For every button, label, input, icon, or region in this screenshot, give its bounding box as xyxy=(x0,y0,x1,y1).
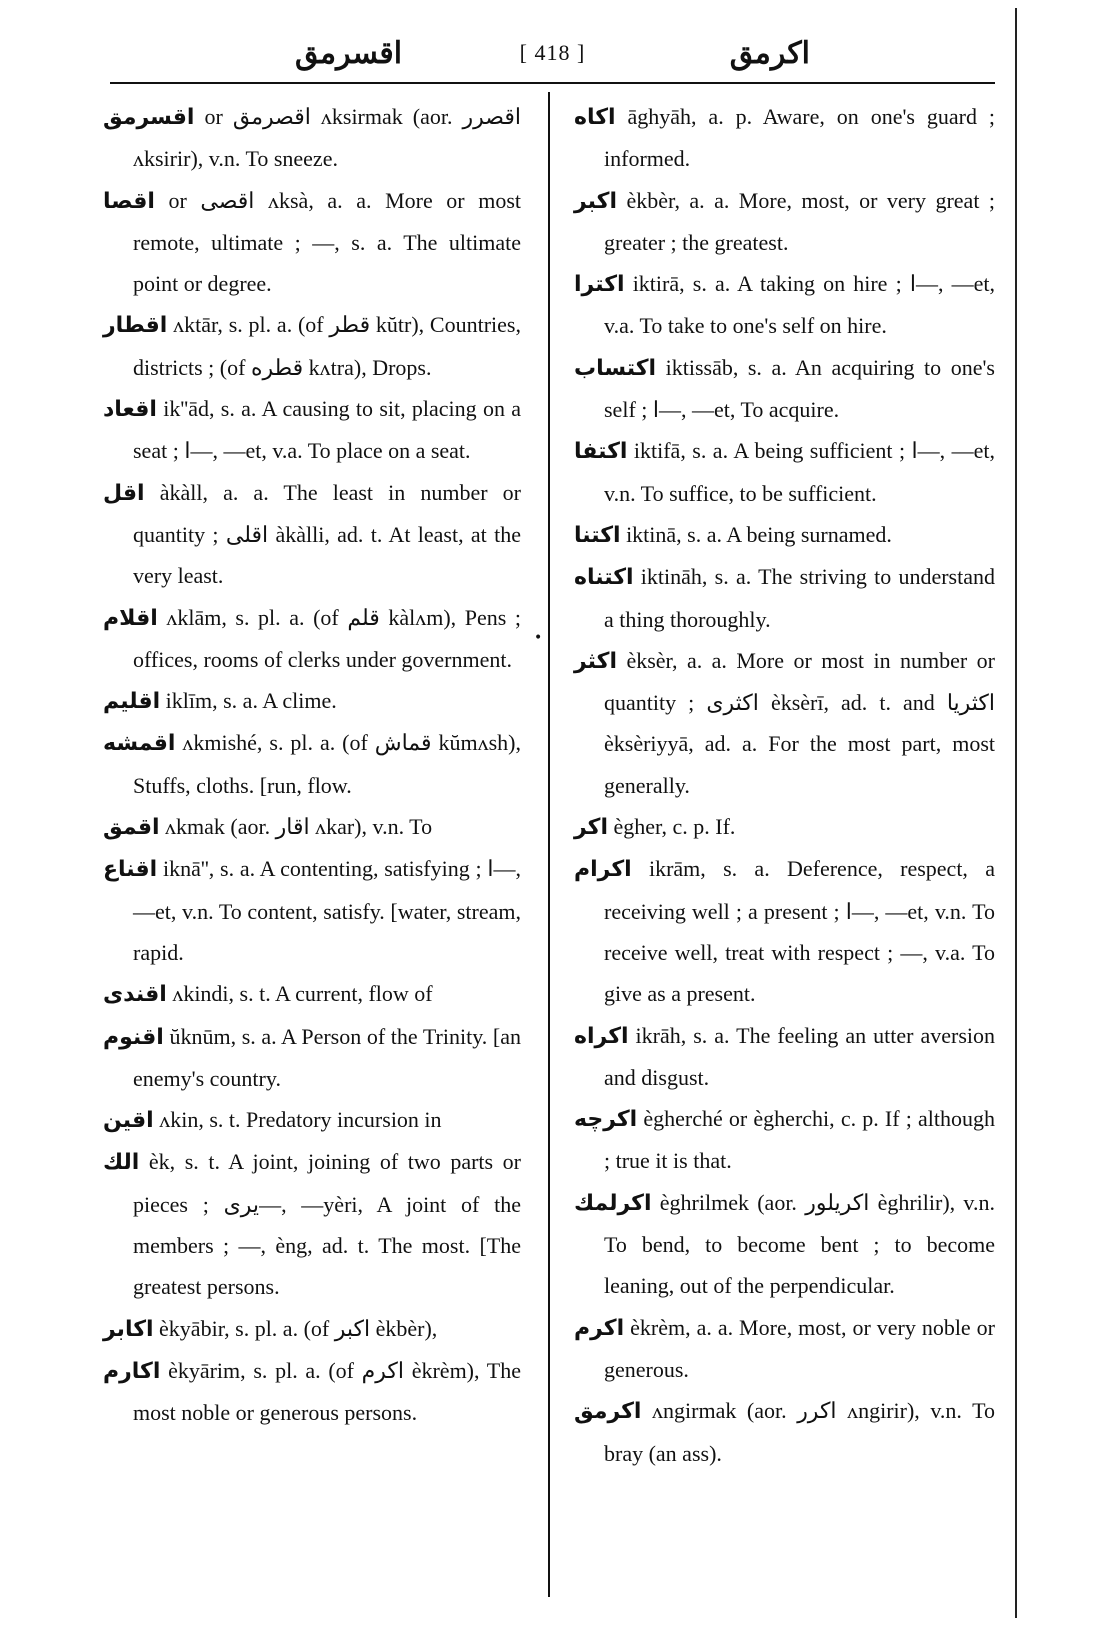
entry-definition: ʌktār, s. pl. a. (of قطر kŭtr), Countries, districts ; (of قطره kʌtra), Drops. xyxy=(133,312,521,380)
entry-headword: اكاه xyxy=(574,105,616,130)
entry-definition: èkrèm, a. a. More, most, or very noble or generous. xyxy=(604,1314,995,1382)
entry-definition: ègherché or ègherchi, c. p. If ; although ; true it is that. xyxy=(604,1106,995,1174)
entry-definition: ʌngirmak (aor. اكرر ʌngirir), v.n. To bray (an ass). xyxy=(604,1398,995,1466)
entry-definition: ʌklām, s. pl. a. (of قلم kàlʌm), Pens ; offices, rooms of clerks under government. xyxy=(133,604,521,672)
dictionary-entry xyxy=(574,1307,995,1391)
dictionary-entry xyxy=(103,1099,521,1141)
dictionary-entry xyxy=(103,1350,521,1434)
entry-definition: ʌkmishé, s. pl. a. (of قماش kŭmʌsh), Stuffs, cloths. [run, flow. xyxy=(133,730,521,798)
entry-headword: اكرام xyxy=(574,857,632,883)
dictionary-entry xyxy=(574,96,995,180)
entry-definition: èkyārim, s. pl. a. (of اكرم èkrèm), The most noble or generous persons. xyxy=(133,1357,521,1426)
left-running-head: اقسرمق xyxy=(295,36,403,71)
entry-headword: اكتنا xyxy=(574,522,621,548)
entry-headword: اقمشه xyxy=(103,731,176,757)
dictionary-entry xyxy=(574,556,995,640)
dictionary-entry xyxy=(103,848,521,973)
entry-definition: iktināh, s. a. The striving to understand a thing thoroughly. xyxy=(604,564,995,632)
right-running-head: اكرمق xyxy=(729,36,810,71)
dictionary-entry xyxy=(574,1390,995,1474)
page-edge-rule xyxy=(1015,8,1017,1618)
entry-headword: اكرم xyxy=(574,1315,625,1341)
entry-definition: iktirā, s. a. A taking on hire ; ا—, —et, v.a. To take to one's self on hire. xyxy=(604,271,995,339)
entry-headword: اكارم xyxy=(103,1358,161,1384)
entry-headword: اكبر xyxy=(574,188,618,214)
dictionary-entry xyxy=(103,1016,521,1100)
dictionary-entry xyxy=(103,722,521,806)
entry-definition: or اقصرمق ʌksirmak (aor. اقصرر ʌksirir), v.n. To sneeze. xyxy=(133,104,521,172)
dictionary-entry xyxy=(574,640,995,806)
entry-definition: iktissāb, s. a. An acquiring to one's self ; ا—, —et, To acquire. xyxy=(604,354,995,423)
entry-headword: اكر xyxy=(574,815,609,841)
entry-headword: اكراه xyxy=(574,1023,629,1049)
entry-headword: اقين xyxy=(103,1108,154,1134)
dictionary-entry xyxy=(574,514,995,556)
dictionary-entry xyxy=(574,1182,995,1307)
entry-headword: اكرلمك xyxy=(574,1190,652,1216)
entry-headword: اكترا xyxy=(574,272,625,298)
entry-headword: اقصا xyxy=(103,188,155,214)
entry-definition: ikrām, s. a. Deference, respect, a receiving well ; a present ; ا—, —et, v.n. To receive well, treat with respect ; —, v.a. To give as a present. xyxy=(604,856,996,1007)
entry-definition: ègher, c. p. If. xyxy=(608,814,736,840)
dictionary-entry xyxy=(574,806,995,848)
entry-headword: اقمق xyxy=(103,815,160,841)
entry-headword: اقسرمق xyxy=(103,105,195,130)
entry-headword: اكرمق xyxy=(574,1399,642,1425)
entry-definition: or اقصى ʌksà, a. a. More or most remote, ultimate ; —, s. a. The ultimate point or degree. xyxy=(133,187,521,297)
dictionary-entry xyxy=(574,263,995,347)
entry-headword: اكتفا xyxy=(574,439,628,465)
right-column xyxy=(574,96,995,1474)
entry-definition: iktifā, s. a. A being sufficient ; ا—, —et, v.n. To suffice, to be sufficient. xyxy=(604,438,995,506)
entry-headword: اقليم xyxy=(103,689,161,715)
dictionary-entry xyxy=(103,973,521,1015)
entry-definition: ŭknūm, s. a. A Person of the Trinity. [an enemy's country. xyxy=(133,1023,521,1091)
entry-headword: اقندى xyxy=(103,982,167,1008)
entry-definition: ʌkmak (aor. اقار ʌkar), v.n. To xyxy=(159,814,433,840)
entry-definition: èk, s. t. A joint, joining of two parts or pieces ; يرى—, —yèri, A joint of the members ; —, èng, ad. t. The most. [The greatest persons. xyxy=(133,1149,521,1300)
entry-headword: الك xyxy=(103,1150,140,1176)
entry-definition: èkyābir, s. pl. a. (of اكبر èkbèr), xyxy=(153,1315,438,1341)
dictionary-entry xyxy=(574,848,995,1014)
column-divider xyxy=(548,92,550,1597)
dictionary-entry xyxy=(103,388,521,472)
entry-headword: اكرچه xyxy=(574,1107,638,1133)
page-number: [ 418 ] xyxy=(519,40,586,65)
dictionary-entry xyxy=(103,96,521,180)
entry-definition: àkàll, a. a. The least in number or quantity ; اقلى àkàlli, ad. t. At least, at the very least. xyxy=(133,479,521,589)
entry-definition: ikrāh, s. a. The feeling an utter aversion and disgust. xyxy=(604,1022,995,1090)
dictionary-entry xyxy=(574,430,995,514)
dictionary-entry xyxy=(574,180,995,264)
entry-definition: ik''ād, s. a. A causing to sit, placing on a seat ; ا—, —et, v.a. To place on a seat. xyxy=(133,396,521,464)
entry-definition: iklīm, s. a. A clime. xyxy=(160,688,337,714)
entry-definition: èghrilmek (aor. اكريلور èghrilir), v.n. To bend, to become bent ; to become leaning, out of the perpendicular. xyxy=(604,1189,995,1299)
entry-headword: اقطار xyxy=(103,313,168,339)
entry-headword: اكثر xyxy=(574,648,618,674)
entry-headword: اقنوم xyxy=(103,1024,164,1050)
entry-headword: اقل xyxy=(103,480,145,506)
dictionary-entry xyxy=(103,1308,521,1350)
dictionary-entry xyxy=(103,1141,521,1307)
dictionary-entry xyxy=(103,806,521,848)
page-header xyxy=(110,30,995,84)
left-column xyxy=(103,96,521,1434)
margin-dot: • xyxy=(534,630,543,646)
dictionary-entry xyxy=(574,347,995,431)
dictionary-entry xyxy=(103,597,521,681)
entry-definition: ʌkin, s. t. Predatory incursion in xyxy=(153,1107,442,1133)
entry-headword: اقلام xyxy=(103,605,158,631)
entry-headword: اقعاد xyxy=(103,397,157,423)
dictionary-entry xyxy=(574,1015,995,1099)
dictionary-entry xyxy=(103,304,521,388)
dictionary-entry xyxy=(103,180,521,305)
entry-definition: āghyāh, a. p. Aware, on one's guard ; informed. xyxy=(604,104,995,172)
entry-headword: اكتناه xyxy=(574,565,634,591)
dictionary-entry xyxy=(574,1098,995,1182)
dictionary-entry xyxy=(103,680,521,722)
entry-definition: ʌkindi, s. t. A current, flow of xyxy=(166,981,433,1007)
entry-headword: اكابر xyxy=(103,1316,154,1342)
dictionary-entry xyxy=(103,472,521,597)
entry-definition: iktinā, s. a. A being surnamed. xyxy=(620,521,892,547)
entry-definition: iknā'', s. a. A contenting, satisfying ; ا—, —et, v.n. To content, satisfy. [water, stream, rapid. xyxy=(133,856,521,965)
entry-headword: اكتساب xyxy=(574,355,657,381)
entry-headword: اقناع xyxy=(103,857,158,883)
entry-definition: èksèr, a. a. More or most in number or quantity ; اكثرى èksèrī, ad. t. and اكثريا èksèriyyā, ad. a. For the most part, most generally. xyxy=(604,647,996,798)
entry-definition: èkbèr, a. a. More, most, or very great ; greater ; the greatest. xyxy=(604,187,995,255)
